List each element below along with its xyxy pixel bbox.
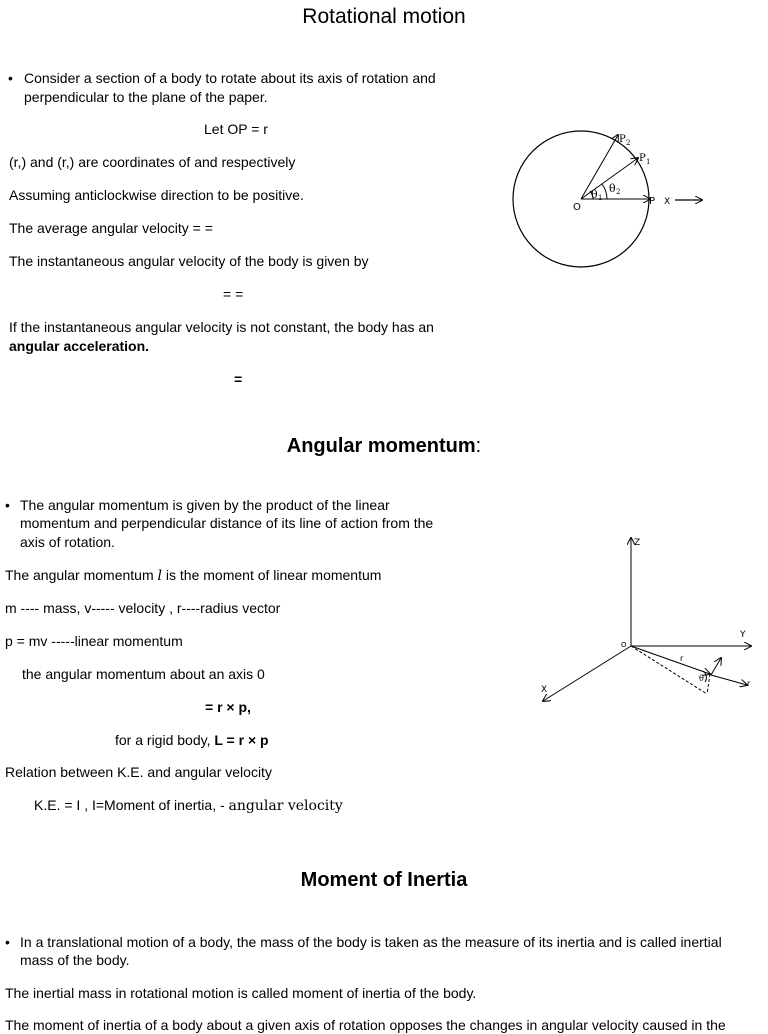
label-r: r bbox=[680, 654, 684, 663]
equation-rigid-body: L = r × p bbox=[214, 732, 269, 748]
paragraph-moment-of-linear-momentum bbox=[5, 566, 381, 585]
radius-vector bbox=[631, 646, 710, 674]
label-x: X bbox=[541, 685, 548, 695]
rotation-circle-figure bbox=[500, 120, 715, 285]
paragraph-line: In a translational motion of a body, the mass of the body is taken as the measure of its inertia and is called inertial bbox=[20, 934, 722, 950]
paragraph-line: momentum and perpendicular distance of its line of action from the bbox=[20, 515, 434, 531]
paragraph-line: axis of rotation. bbox=[20, 534, 115, 550]
section-title-text: Angular momentum bbox=[286, 435, 476, 457]
label-theta1-sub: 1 bbox=[598, 194, 603, 202]
paragraph-instant-velocity: The instantaneous angular velocity of the body is given by bbox=[9, 253, 369, 269]
paragraph-inertial-mass: The inertial mass in rotational motion is called moment of inertia of the body. bbox=[5, 985, 477, 1001]
symbol-l: l bbox=[157, 568, 163, 584]
label-z: Z bbox=[634, 538, 641, 548]
label-p1: P bbox=[639, 153, 646, 164]
label-theta2: θ bbox=[609, 182, 616, 195]
angle-arc-theta2 bbox=[602, 184, 607, 199]
text-segment: is the moment of linear momentum bbox=[162, 567, 382, 583]
equation-let-op: Let OP = r bbox=[204, 121, 268, 137]
label-theta2-sub: 2 bbox=[616, 188, 621, 196]
axes-figure bbox=[535, 530, 760, 710]
text-segment: The angular momentum bbox=[5, 567, 158, 583]
equation-instant-velocity: = = bbox=[223, 286, 244, 302]
section-title-moment-of-inertia: Moment of Inertia bbox=[300, 869, 468, 891]
paragraph-kinetic-energy bbox=[34, 796, 343, 815]
text-segment: K.E. = I , I=Moment of inertia, - bbox=[34, 797, 229, 813]
paragraph-linear-momentum: p = mv -----linear momentum bbox=[5, 633, 183, 649]
dashed-drop bbox=[707, 674, 710, 694]
paragraph-line: The moment of inertia of a body about a given axis of rotation opposes the changes in angular velocity caused in the bbox=[5, 1017, 726, 1033]
label-p2: P bbox=[619, 134, 626, 145]
paragraph-line: Consider a section of a body to rotate about its axis of rotation and bbox=[24, 70, 436, 86]
label-r-vector: r bbox=[747, 679, 751, 688]
text-segment: for a rigid body, bbox=[115, 732, 215, 748]
paragraph-assumption: Assuming anticlockwise direction to be positive. bbox=[9, 187, 304, 203]
label-theta1: θ bbox=[591, 188, 598, 201]
momentum-vector bbox=[711, 658, 721, 675]
bullet: • bbox=[8, 70, 13, 86]
bullet: • bbox=[5, 497, 10, 513]
paragraph-coordinates: (r,) and (r,) are coordinates of and respectively bbox=[9, 154, 296, 170]
equation-r-cross-p: = r × p, bbox=[205, 699, 251, 715]
paragraph-variables: m ---- mass, v----- velocity , r----radius vector bbox=[5, 600, 281, 616]
dashed-projection bbox=[631, 646, 707, 694]
label-p2-sub: 2 bbox=[626, 139, 631, 147]
section-title-angular-momentum bbox=[0, 433, 768, 459]
paragraph-relation: Relation between K.E. and angular velocity bbox=[5, 764, 272, 780]
label-theta: θ bbox=[699, 674, 704, 683]
momentum-tail bbox=[711, 675, 747, 685]
paragraph-rigid-body bbox=[115, 731, 269, 749]
label-x: X bbox=[664, 197, 671, 207]
term-angular-acceleration: angular acceleration. bbox=[9, 338, 150, 354]
paragraph-line: The angular momentum is given by the product of the linear bbox=[20, 497, 390, 513]
equation-angular-acceleration: = bbox=[234, 371, 243, 387]
text-angular-velocity: angular velocity bbox=[228, 798, 343, 814]
x-axis bbox=[543, 646, 631, 701]
paragraph-line: perpendicular to the plane of the paper. bbox=[24, 89, 268, 105]
section-title-colon: : bbox=[475, 435, 482, 457]
paragraph-about-axis: the angular momentum about an axis 0 bbox=[22, 666, 265, 682]
paragraph-average-velocity: The average angular velocity = = bbox=[9, 220, 213, 236]
label-p1-sub: 1 bbox=[646, 158, 651, 166]
paragraph-line: If the instantaneous angular velocity is not constant, the body has an bbox=[9, 319, 434, 335]
section-title-rotational-motion: Rotational motion bbox=[302, 5, 466, 28]
label-o: O bbox=[573, 202, 581, 213]
paragraph-line: mass of the body. bbox=[20, 952, 130, 968]
bullet: • bbox=[5, 934, 10, 950]
label-p: P bbox=[649, 196, 656, 207]
label-o: O bbox=[621, 641, 627, 649]
label-y: Y bbox=[740, 630, 746, 640]
